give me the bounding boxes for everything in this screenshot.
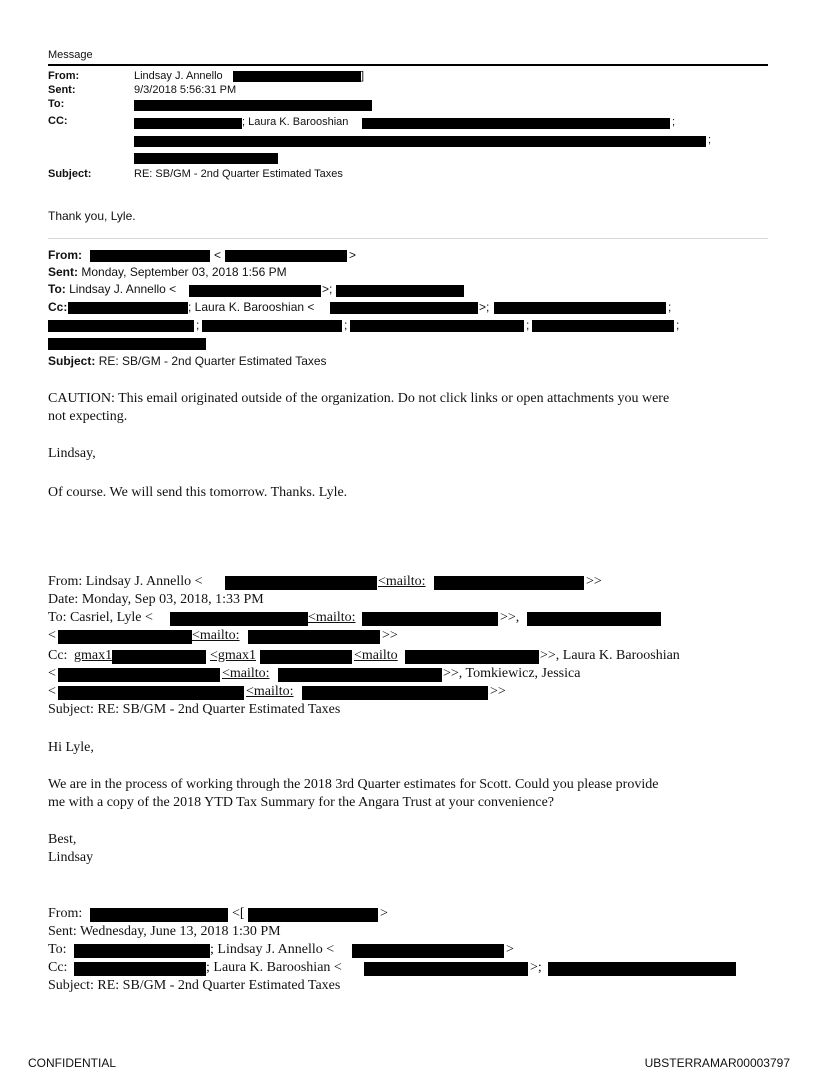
reply1-from-label: From: bbox=[48, 248, 82, 262]
reply3-cc-mid: ; Laura K. Barooshian < bbox=[206, 960, 342, 975]
angle-open: < bbox=[48, 628, 56, 643]
angle-close: > bbox=[349, 248, 357, 262]
reply2-subject: Subject: RE: SB/GM - 2nd Quarter Estimated Taxes bbox=[48, 702, 341, 717]
reply3-cc: Cc: bbox=[48, 960, 68, 975]
separator: >; bbox=[530, 960, 542, 975]
mailto-link[interactable]: <mailto: bbox=[192, 628, 240, 643]
angle-close: >> bbox=[586, 574, 602, 589]
redaction bbox=[278, 668, 442, 682]
reply1-subject-label: Subject: bbox=[48, 354, 96, 368]
reply1-sent-label: Sent: bbox=[48, 265, 78, 279]
reply3-subject: Subject: RE: SB/GM - 2nd Quarter Estimated Taxes bbox=[48, 978, 341, 993]
redaction bbox=[548, 962, 736, 976]
redaction bbox=[74, 962, 206, 976]
angle-open: < bbox=[214, 248, 222, 262]
body-line: me with a copy of the 2018 YTD Tax Summary for the Angara Trust at your convenience? bbox=[48, 795, 555, 810]
redaction bbox=[189, 285, 321, 297]
redaction bbox=[90, 908, 228, 922]
redaction bbox=[434, 576, 584, 590]
cc-value: ; Laura K. Barooshian bbox=[242, 116, 349, 128]
mailto-link[interactable]: <mailto: bbox=[222, 666, 270, 681]
sent-value: 9/3/2018 5:56:31 PM bbox=[134, 84, 237, 96]
angle-open: <[ bbox=[232, 906, 245, 921]
divider bbox=[48, 238, 768, 239]
reply1-subject-value: RE: SB/GM - 2nd Quarter Estimated Taxes bbox=[98, 354, 327, 368]
separator: ; bbox=[708, 134, 712, 146]
redaction bbox=[134, 136, 706, 147]
reply2-cc: Cc: bbox=[48, 648, 68, 663]
redaction bbox=[405, 650, 539, 664]
redaction bbox=[134, 153, 278, 164]
from-label: From: bbox=[48, 70, 80, 82]
redaction bbox=[302, 686, 488, 700]
cc-label: CC: bbox=[48, 115, 68, 127]
redaction bbox=[48, 320, 194, 332]
mailto-link[interactable]: <mailto bbox=[354, 648, 398, 663]
redaction bbox=[364, 962, 528, 976]
separator: ; bbox=[196, 318, 200, 332]
message-label: Message bbox=[48, 49, 93, 61]
redaction bbox=[170, 612, 308, 626]
redaction bbox=[532, 320, 674, 332]
reply1-to-value: Lindsay J. Annello < bbox=[69, 282, 177, 296]
redaction bbox=[352, 944, 504, 958]
separator: >>, bbox=[500, 610, 520, 625]
mailto-link[interactable]: <mailto: bbox=[378, 574, 426, 589]
redaction bbox=[58, 686, 244, 700]
body-text: Of course. We will send this tomorrow. Thanks. Lyle. bbox=[48, 485, 348, 500]
separator: ; bbox=[526, 318, 530, 332]
redaction bbox=[134, 118, 242, 129]
to-label: To: bbox=[48, 98, 65, 110]
body-text: Thank you, Lyle. bbox=[48, 209, 136, 223]
header-rule bbox=[48, 64, 768, 66]
signature: Lindsay bbox=[48, 850, 94, 865]
angle-close: > bbox=[380, 906, 388, 921]
redaction bbox=[233, 71, 361, 82]
separator: ; bbox=[676, 318, 680, 332]
redaction bbox=[225, 250, 347, 262]
angle-close: > bbox=[506, 942, 514, 957]
redaction bbox=[48, 338, 206, 350]
sent-label: Sent: bbox=[48, 84, 76, 96]
angle-open: < bbox=[48, 684, 56, 699]
separator: ; bbox=[668, 300, 672, 314]
redaction bbox=[68, 302, 188, 314]
reply2-date: Date: Monday, Sep 03, 2018, 1:33 PM bbox=[48, 592, 264, 607]
reply1-cc-label: Cc: bbox=[48, 300, 68, 314]
subject-value: RE: SB/GM - 2nd Quarter Estimated Taxes bbox=[134, 168, 343, 180]
reply1-cc-value: ; Laura K. Barooshian < bbox=[188, 300, 315, 314]
separator: >; bbox=[479, 300, 490, 314]
from-close: ] bbox=[361, 70, 365, 82]
redaction bbox=[112, 650, 206, 664]
subject-label: Subject: bbox=[48, 168, 92, 180]
angle-close: >> bbox=[490, 684, 506, 699]
redaction bbox=[494, 302, 666, 314]
redaction bbox=[225, 576, 377, 590]
redaction bbox=[74, 944, 210, 958]
separator: >; bbox=[322, 282, 333, 296]
reply3-to: To: bbox=[48, 942, 67, 957]
mailto-link[interactable]: <mailto: bbox=[246, 684, 294, 699]
reply3-to-mid: ; Lindsay J. Annello < bbox=[210, 942, 335, 957]
separator: ; bbox=[344, 318, 348, 332]
signoff: Best, bbox=[48, 832, 77, 847]
caution-line1: CAUTION: This email originated outside of the organization. Do not click links or open attachments you were bbox=[48, 391, 670, 406]
separator: ; bbox=[672, 116, 676, 128]
greeting: Hi Lyle, bbox=[48, 740, 94, 755]
body-line: We are in the process of working through the 2018 3rd Quarter estimates for Scott. Could you please provide bbox=[48, 777, 659, 792]
email-link[interactable]: gmax1 bbox=[74, 648, 113, 663]
redaction bbox=[58, 630, 192, 644]
footer-confidential: CONFIDENTIAL bbox=[28, 1056, 117, 1070]
redaction bbox=[90, 250, 210, 262]
angle-open: < bbox=[48, 666, 56, 681]
redaction bbox=[527, 612, 661, 626]
redaction bbox=[362, 118, 670, 129]
redaction bbox=[248, 908, 378, 922]
redaction bbox=[350, 320, 524, 332]
angle-close: >> bbox=[382, 628, 398, 643]
reply2-from: From: Lindsay J. Annello < bbox=[48, 574, 203, 589]
footer-bates-number: UBSTERRAMAR00003797 bbox=[644, 1056, 790, 1070]
redaction bbox=[58, 668, 220, 682]
redaction bbox=[336, 285, 464, 297]
reply1-to-label: To: bbox=[48, 282, 66, 296]
reply3-sent: Sent: Wednesday, June 13, 2018 1:30 PM bbox=[48, 924, 281, 939]
cc-continuation: >>, Tomkiewicz, Jessica bbox=[443, 666, 581, 681]
reply1-sent-value: Monday, September 03, 2018 1:56 PM bbox=[81, 265, 287, 279]
redaction bbox=[134, 100, 372, 111]
redaction bbox=[202, 320, 342, 332]
redaction bbox=[330, 302, 478, 314]
redaction bbox=[248, 630, 380, 644]
from-value: Lindsay J. Annello bbox=[134, 70, 223, 82]
reply3-from: From: bbox=[48, 906, 83, 921]
cc-continuation: >>, Laura K. Barooshian bbox=[540, 648, 680, 663]
caution-line2: not expecting. bbox=[48, 409, 128, 424]
greeting: Lindsay, bbox=[48, 446, 96, 461]
redaction bbox=[260, 650, 352, 664]
redaction bbox=[362, 612, 498, 626]
mailto-link[interactable]: <mailto: bbox=[308, 610, 356, 625]
email-link[interactable]: <gmax1 bbox=[210, 648, 256, 663]
reply2-to: To: Casriel, Lyle < bbox=[48, 610, 153, 625]
